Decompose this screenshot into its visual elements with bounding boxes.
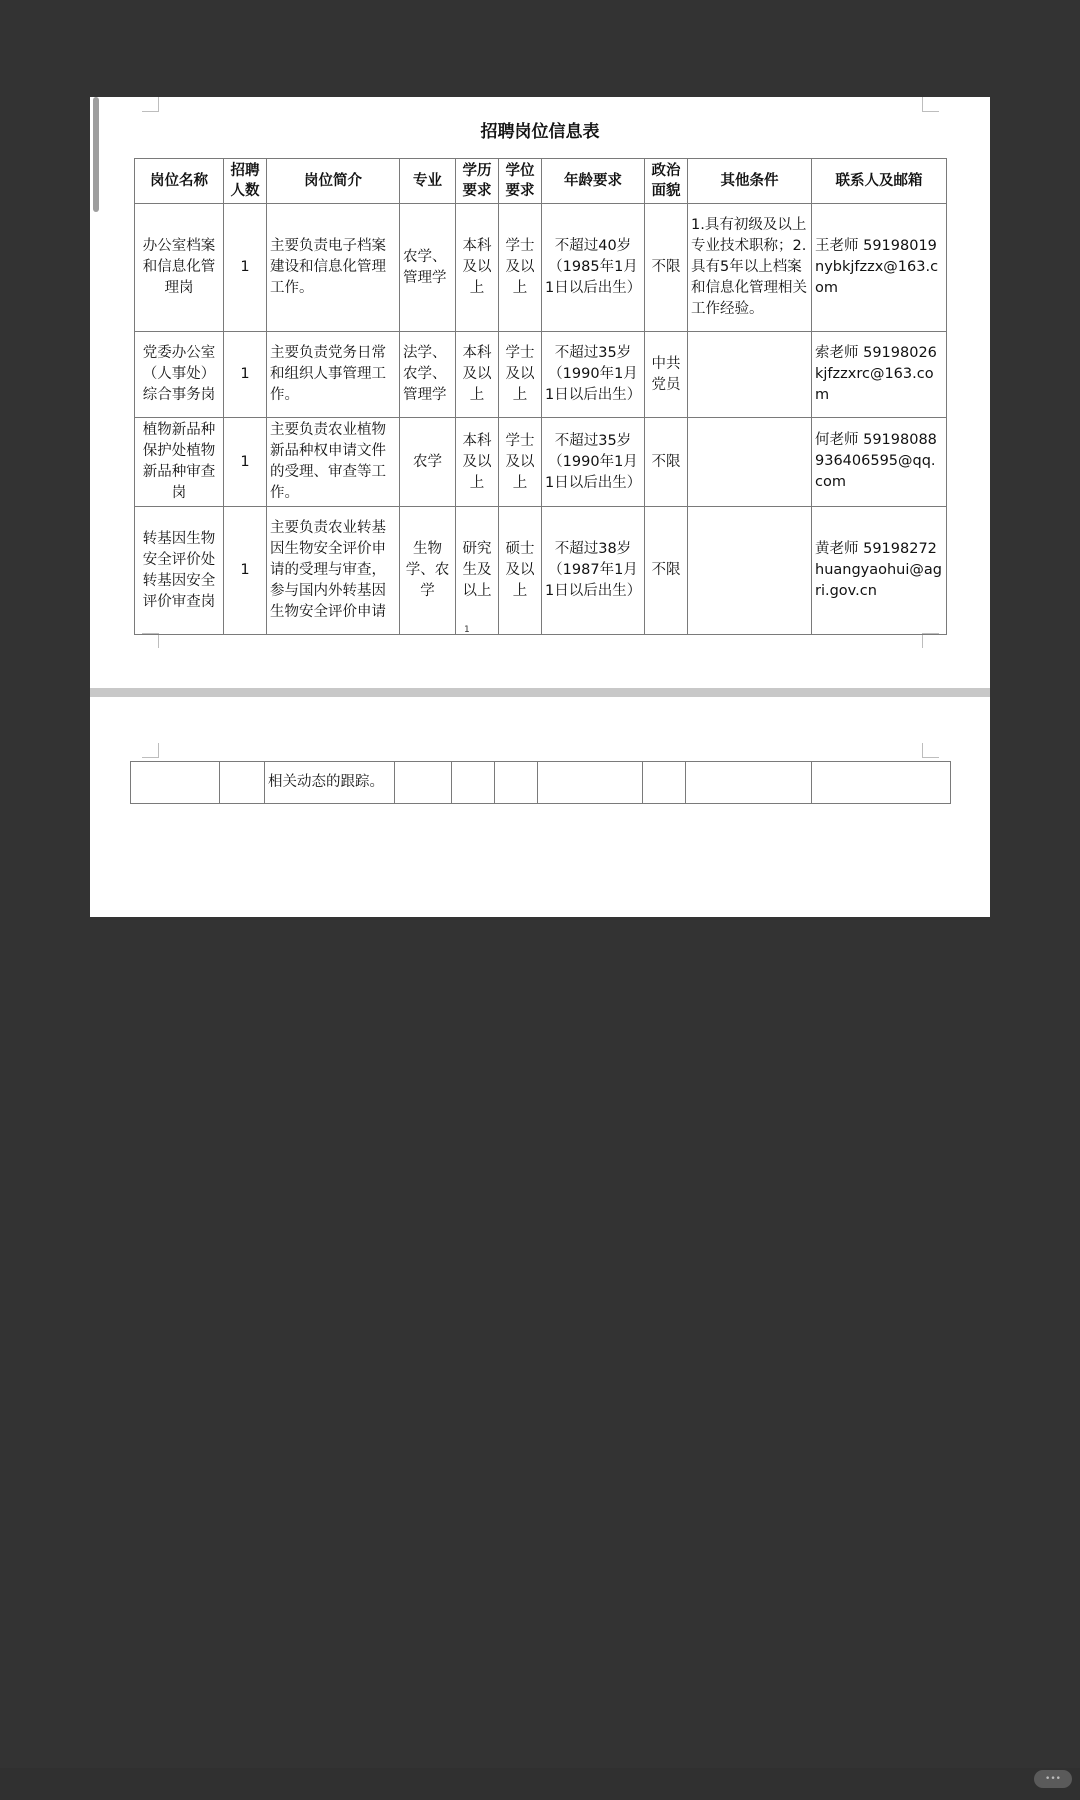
political-status: 中共党员 — [645, 332, 688, 418]
hiring-count: 1 — [224, 507, 267, 635]
crop-mark — [142, 97, 159, 112]
table-row — [131, 762, 951, 804]
header-cell: 政治面貌 — [645, 159, 688, 204]
education: 本科及以上 — [456, 418, 499, 507]
age-requirement: 不超过40岁（1985年1月1日以后出生） — [542, 204, 645, 332]
table-header-row — [135, 159, 947, 204]
header-cell: 联系人及邮箱 — [812, 159, 947, 204]
major: 生物学、农学 — [400, 507, 456, 635]
hiring-count: 1 — [224, 332, 267, 418]
empty-cell — [643, 762, 686, 804]
position-intro: 主要负责电子档案建设和信息化管理工作。 — [267, 204, 400, 332]
position-intro-continued: 相关动态的跟踪。 — [265, 762, 395, 804]
page-number: 1 — [464, 625, 470, 635]
other-conditions — [688, 418, 812, 507]
page-2 — [90, 697, 990, 917]
political-status: 不限 — [645, 204, 688, 332]
crop-mark — [922, 633, 939, 648]
watermark-badge: ••• — [1034, 1770, 1072, 1788]
header-cell: 学位要求 — [499, 159, 542, 204]
major: 农学、管理学 — [400, 204, 456, 332]
table-row — [135, 418, 947, 507]
other-conditions: 1.具有初级及以上专业技术职称；2.具有5年以上档案和信息化管理相关工作经验。 — [688, 204, 812, 332]
empty-cell — [538, 762, 643, 804]
major: 法学、农学、管理学 — [400, 332, 456, 418]
degree: 学士及以上 — [499, 332, 542, 418]
age-requirement: 不超过38岁（1987年1月1日以后出生） — [542, 507, 645, 635]
header-cell: 岗位名称 — [135, 159, 224, 204]
empty-cell — [452, 762, 495, 804]
political-status: 不限 — [645, 418, 688, 507]
position-intro: 主要负责农业转基因生物安全评价申请的受理与审查，参与国内外转基因生物安全评价申请 — [267, 507, 400, 635]
position-name: 植物新品种保护处植物新品种审查岗 — [135, 418, 224, 507]
education: 本科及以上 — [456, 332, 499, 418]
header-cell: 岗位简介 — [267, 159, 400, 204]
bottom-bar — [0, 1768, 1080, 1800]
page-separator — [90, 688, 990, 697]
document-title: 招聘岗位信息表 — [480, 122, 600, 142]
political-status: 不限 — [645, 507, 688, 635]
age-requirement: 不超过35岁（1990年1月1日以后出生） — [542, 332, 645, 418]
major: 农学 — [400, 418, 456, 507]
scrollbar[interactable] — [93, 97, 99, 212]
position-name: 办公室档案和信息化管理岗 — [135, 204, 224, 332]
degree: 学士及以上 — [499, 204, 542, 332]
position-name: 党委办公室（人事处）综合事务岗 — [135, 332, 224, 418]
contact-info[interactable]: 索老师 59198026 kjfzzxrc@163.com — [812, 332, 947, 418]
contact-info[interactable]: 黄老师 59198272 huangyaohui@agri.gov.cn — [812, 507, 947, 635]
position-intro: 主要负责农业植物新品种权申请文件的受理、审查等工作。 — [267, 418, 400, 507]
header-cell: 其他条件 — [688, 159, 812, 204]
crop-mark — [142, 633, 159, 648]
empty-cell — [131, 762, 220, 804]
hiring-count: 1 — [224, 204, 267, 332]
header-cell: 学历要求 — [456, 159, 499, 204]
recruitment-table — [134, 158, 947, 635]
position-name: 转基因生物安全评价处转基因安全评价审查岗 — [135, 507, 224, 635]
crop-mark — [142, 743, 159, 758]
position-intro: 主要负责党务日常和组织人事管理工作。 — [267, 332, 400, 418]
contact-info[interactable]: 王老师 59198019 nybkjfzzx@163.com — [812, 204, 947, 332]
crop-mark — [922, 97, 939, 112]
table-row — [135, 332, 947, 418]
table-row — [135, 204, 947, 332]
education: 本科及以上 — [456, 204, 499, 332]
degree: 学士及以上 — [499, 418, 542, 507]
empty-cell — [495, 762, 538, 804]
empty-cell — [812, 762, 951, 804]
hiring-count: 1 — [224, 418, 267, 507]
header-cell: 招聘人数 — [224, 159, 267, 204]
recruitment-table-continued — [130, 761, 951, 804]
empty-cell — [395, 762, 452, 804]
empty-cell — [220, 762, 265, 804]
crop-mark — [922, 743, 939, 758]
other-conditions — [688, 332, 812, 418]
age-requirement: 不超过35岁（1990年1月1日以后出生） — [542, 418, 645, 507]
page-1 — [90, 97, 990, 690]
contact-info[interactable]: 何老师 59198088 936406595@qq.com — [812, 418, 947, 507]
other-conditions — [688, 507, 812, 635]
education: 研究生及以上 — [456, 507, 499, 635]
header-cell: 专业 — [400, 159, 456, 204]
empty-cell — [686, 762, 812, 804]
table-row — [135, 507, 947, 635]
header-cell: 年龄要求 — [542, 159, 645, 204]
degree: 硕士及以上 — [499, 507, 542, 635]
